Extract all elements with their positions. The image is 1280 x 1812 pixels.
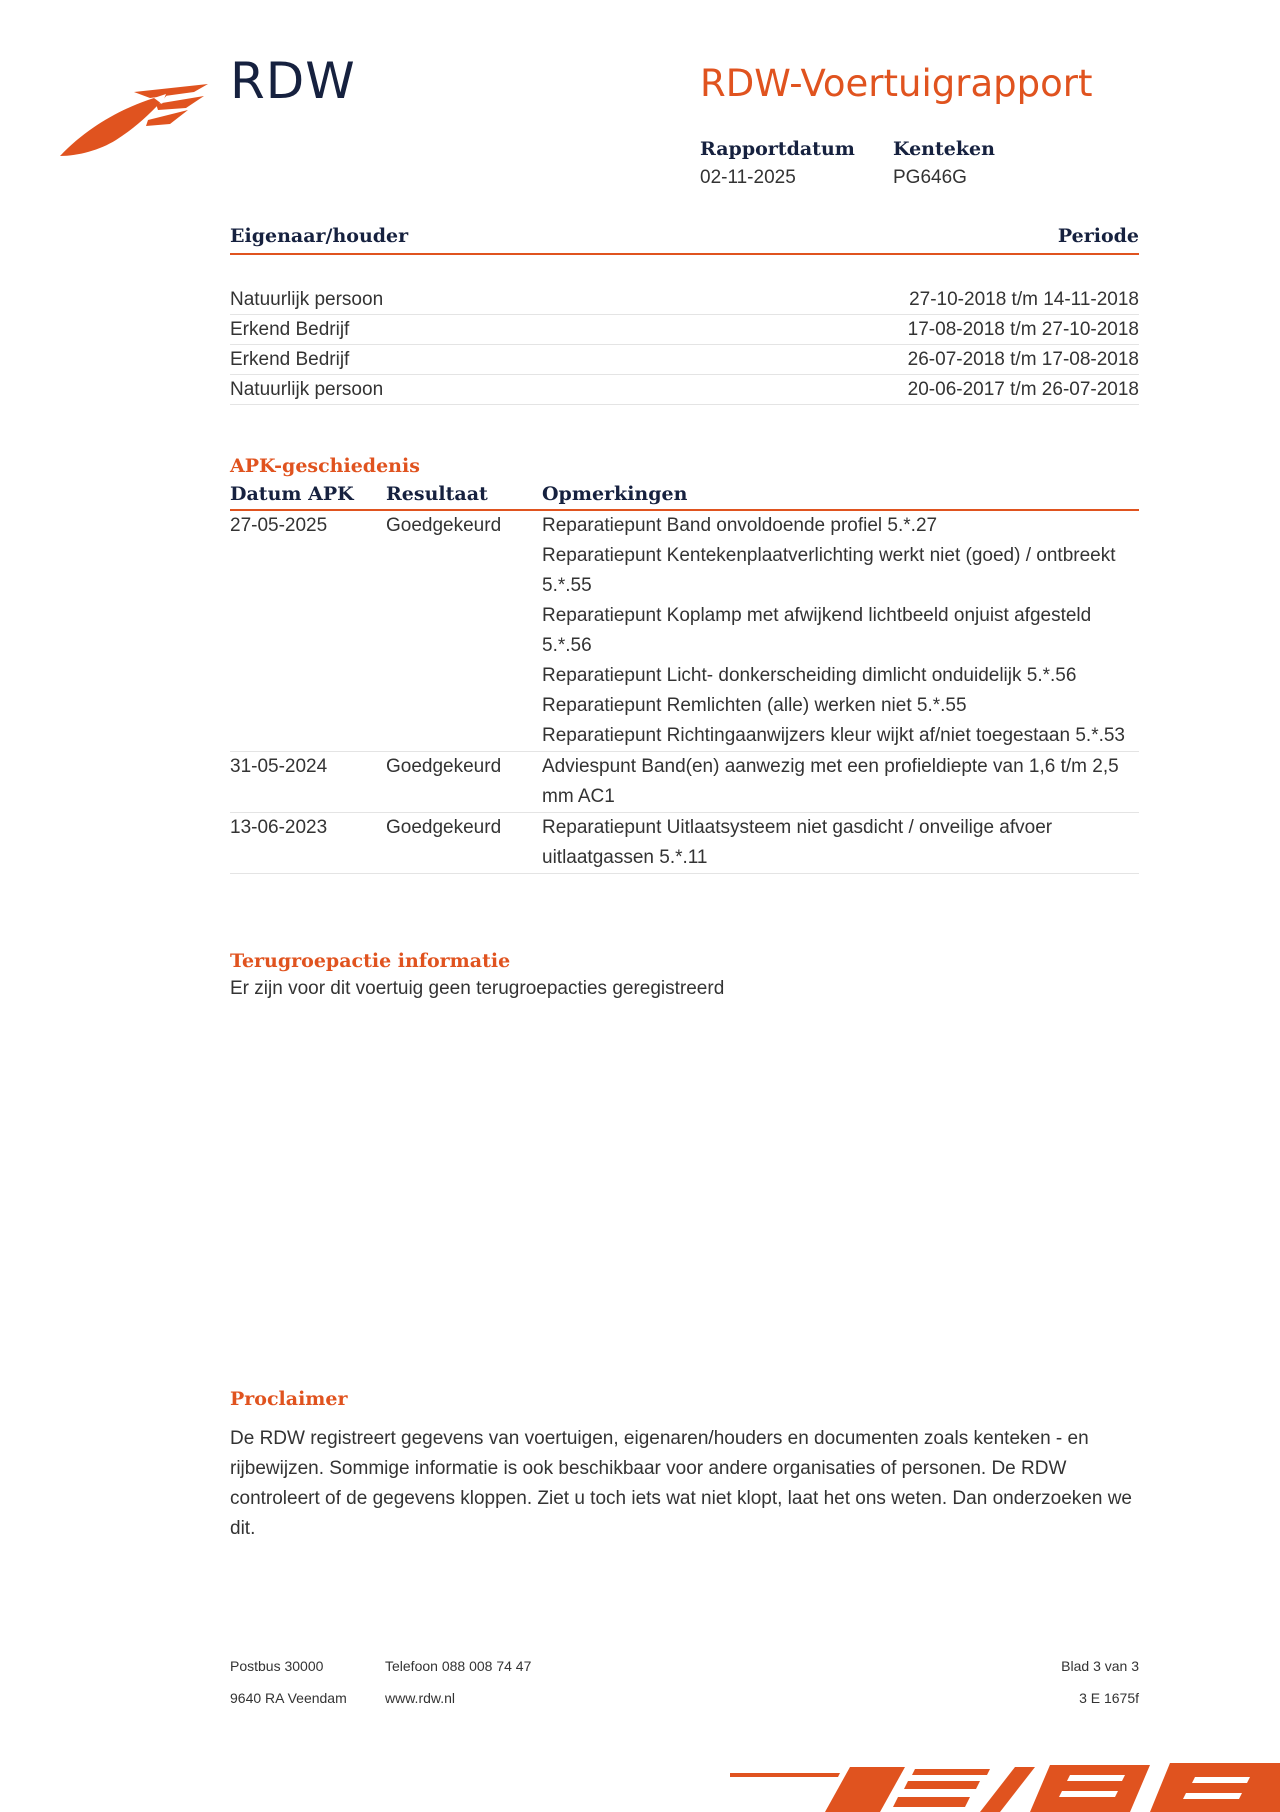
footer-code: 3 E 1675f	[1079, 1690, 1139, 1706]
owner-table	[230, 225, 1139, 405]
owner-row	[230, 375, 1139, 405]
proclaimer-title: Proclaimer	[230, 1388, 348, 1410]
apk-table-header	[230, 483, 1139, 511]
owner-row	[230, 315, 1139, 345]
owner-row	[230, 285, 1139, 315]
apk-section	[230, 455, 1139, 874]
col-date-header: Datum APK	[230, 483, 354, 505]
apk-remark: Reparatiepunt Licht- donkerscheiding dimlicht onduidelijk 5.*.56	[542, 665, 1077, 686]
apk-remark: Adviespunt Band(en) aanwezig met een profieldiepte van 1,6 t/m 2,5 mm AC1	[542, 756, 1119, 807]
owner-period: 27-10-2018 t/m 14-11-2018	[909, 289, 1139, 310]
recall-section	[230, 950, 1139, 1000]
proclaimer-text: De RDW registreert gegevens van voertuigen, eigenaren/houders en documenten zoals kenteken - en rijbewijzen. Sommige informatie is ook beschikbaar voor andere organisaties of personen. De RDW controleert of de gegevens kloppen. Ziet u toch iets wat niet klopt, laat het ons weten. Dan onderzoeken we dit.	[230, 1428, 1132, 1539]
col-remarks-header: Opmerkingen	[542, 483, 688, 505]
recall-title: Terugroepactie informatie	[230, 950, 511, 972]
owner-type: Erkend Bedrijf	[230, 349, 350, 370]
apk-remark: Reparatiepunt Band onvoldoende profiel 5.*.27	[542, 515, 938, 536]
apk-remark: Reparatiepunt Koplamp met afwijkend lichtbeeld onjuist afgesteld 5.*.56	[542, 605, 1092, 656]
apk-date: 31-05-2024	[230, 756, 328, 777]
footer-city: 9640 RA Veendam	[230, 1690, 347, 1706]
apk-result: Goedgekeurd	[386, 515, 502, 536]
owner-period: 20-06-2017 t/m 26-07-2018	[907, 379, 1139, 400]
apk-remark: Reparatiepunt Kentekenplaatverlichting werkt niet (goed) / ontbreekt 5.*.55	[542, 545, 1116, 596]
rdw-logo-icon	[58, 80, 208, 160]
owner-type: Natuurlijk persoon	[230, 289, 384, 310]
col-period-header: Periode	[1057, 225, 1139, 247]
apk-date: 27-05-2025	[230, 515, 328, 536]
report-date-label: Rapportdatum	[700, 138, 855, 160]
col-owner-header: Eigenaar/houder	[230, 225, 409, 247]
footer-phone: Telefoon 088 008 74 47	[385, 1658, 532, 1674]
report-title: RDW-Voertuigrapport	[700, 62, 1093, 105]
apk-row	[230, 813, 1139, 874]
apk-remarks	[542, 813, 1139, 873]
apk-remarks	[542, 752, 1139, 812]
proclaimer-section	[230, 1388, 1139, 1544]
owner-table-header	[230, 225, 1139, 255]
apk-row	[230, 752, 1139, 813]
apk-remark: Reparatiepunt Remlichten (alle) werken niet 5.*.55	[542, 695, 967, 716]
apk-row	[230, 511, 1139, 752]
recall-text: Er zijn voor dit voertuig geen terugroepacties geregistreerd	[230, 978, 725, 999]
owner-row	[230, 345, 1139, 375]
footer-postbus: Postbus 30000	[230, 1658, 324, 1674]
apk-remarks	[542, 511, 1139, 751]
col-result-header: Resultaat	[386, 483, 488, 505]
owner-period: 26-07-2018 t/m 17-08-2018	[907, 349, 1139, 370]
footer-page-number: Blad 3 van 3	[1061, 1658, 1139, 1674]
owner-rows	[230, 285, 1139, 405]
logo-text: RDW	[230, 52, 356, 110]
owner-period: 17-08-2018 t/m 27-10-2018	[907, 319, 1139, 340]
footer-website-link[interactable]: www.rdw.nl	[385, 1690, 456, 1706]
plate-label: Kenteken	[893, 138, 995, 160]
owner-type: Erkend Bedrijf	[230, 319, 350, 340]
apk-date: 13-06-2023	[230, 817, 328, 838]
apk-remark: Reparatiepunt Uitlaatsysteem niet gasdicht / onveilige afvoer uitlaatgassen 5.*.11	[542, 817, 1053, 868]
apk-title: APK-geschiedenis	[230, 455, 420, 477]
report-date-value: 02-11-2025	[700, 167, 796, 188]
apk-result: Goedgekeurd	[386, 817, 502, 838]
apk-remark: Reparatiepunt Richtingaanwijzers kleur wijkt af/niet toegestaan 5.*.53	[542, 725, 1125, 746]
decorative-stripes-icon	[730, 1755, 1280, 1812]
plate-value: PG646G	[893, 167, 967, 188]
owner-type: Natuurlijk persoon	[230, 379, 384, 400]
apk-result: Goedgekeurd	[386, 756, 502, 777]
